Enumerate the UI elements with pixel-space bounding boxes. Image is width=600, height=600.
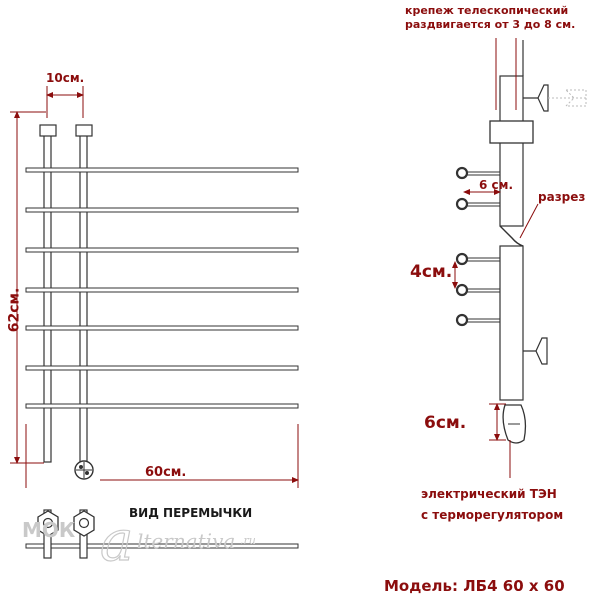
bar-end (457, 315, 467, 325)
horizontal-bar (26, 404, 298, 408)
heater-label-line1: электрический ТЭН (421, 487, 557, 501)
right-vertical-pipe (80, 130, 87, 462)
side-pipe-lower (500, 246, 523, 400)
watermark-prefix: МОК (22, 518, 76, 542)
mount-label-line2: раздвигается от 3 до 8 см. (405, 18, 576, 31)
lower-wall-mount (536, 338, 547, 364)
section-break (500, 226, 523, 246)
watermark-logo: a (100, 509, 134, 574)
bar-offset-label: 6 см. (479, 178, 514, 192)
bar-end (457, 199, 467, 209)
jumper-view-label: ВИД ПЕРЕМЫЧКИ (129, 506, 253, 520)
horizontal-bar (26, 208, 298, 212)
front-dimensions (10, 86, 298, 488)
watermark-text: lternativa (137, 529, 236, 553)
bar-end (457, 285, 467, 295)
left-vertical-pipe (44, 130, 51, 462)
bar-end (457, 254, 467, 264)
side-view (457, 40, 586, 478)
heater-label-line2: с терморегулятором (421, 508, 564, 522)
height-label: 62см. (6, 287, 23, 333)
mount-label-line1: крепеж телескопический (405, 4, 569, 17)
right-top-nut (76, 125, 92, 136)
model-label: Модель: ЛБ4 60 х 60 (384, 577, 565, 595)
horizontal-bar (26, 366, 298, 370)
width-label: 60см. (145, 465, 187, 480)
horizontal-bar (26, 288, 298, 292)
mount-block (490, 121, 533, 143)
spacing-label: 4см. (410, 262, 453, 282)
upper-wall-mount (538, 85, 548, 111)
heater-height-label: 6см. (424, 413, 467, 433)
section-label: разрез (538, 190, 586, 204)
front-view (26, 125, 298, 479)
horizontal-bar (26, 326, 298, 330)
left-top-nut (40, 125, 56, 136)
side-pipe-upper (500, 76, 523, 226)
bar-end (457, 168, 467, 178)
pipe-gap-label: 10см. (46, 71, 85, 85)
watermark-suffix: .ru (240, 534, 256, 547)
horizontal-bar (26, 248, 298, 252)
horizontal-bar (26, 168, 298, 172)
